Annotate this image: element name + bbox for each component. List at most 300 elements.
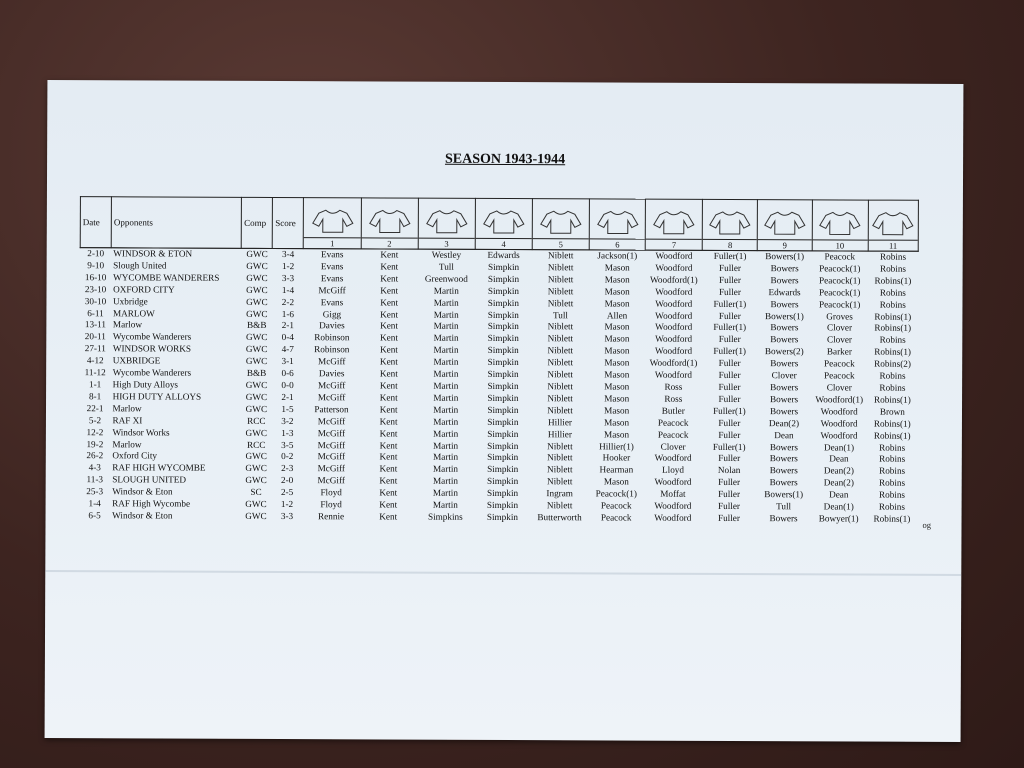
match-date: 26-2: [86, 450, 104, 461]
player-position-8: Fuller: [718, 393, 741, 404]
player-position-3: Martin: [433, 285, 459, 296]
player-position-11: Robins: [879, 477, 906, 488]
player-position-10: Peacock: [823, 370, 855, 381]
player-position-6: Mason: [604, 429, 630, 440]
player-position-6: Mason: [604, 274, 630, 285]
player-position-9: Edwards: [768, 286, 801, 298]
header-date: Date: [80, 197, 111, 248]
player-position-2: Kent: [379, 392, 398, 403]
player-position-4: Simpkin: [487, 476, 519, 487]
opponent-name: HIGH DUTY ALLOYS: [112, 391, 202, 402]
player-position-9: Bowers(2): [764, 346, 804, 357]
player-position-11: Robins: [879, 287, 906, 298]
player-position-4: Simpkin: [487, 333, 519, 344]
player-position-2: Kent: [380, 261, 399, 272]
player-position-6: Allen: [606, 309, 628, 321]
player-position-3: Martin: [433, 309, 459, 320]
player-position-6: Mason: [604, 345, 630, 356]
player-position-9: Bowers: [770, 334, 799, 345]
match-score: 3-2: [281, 415, 294, 426]
player-position-5: Niblett: [547, 285, 574, 297]
player-position-8: Fuller: [719, 262, 742, 273]
player-position-4: Simpkin: [487, 416, 519, 427]
player-position-1: Robinson: [314, 344, 350, 355]
opponent-name: High Duty Alloys: [112, 379, 179, 390]
player-position-8: Fuller(1): [713, 298, 747, 309]
position-number: 9: [758, 239, 811, 250]
player-position-4: Simpkin: [487, 273, 520, 284]
player-position-1: McGiff: [317, 427, 346, 438]
opponent-name: OXFORD CITY: [113, 284, 175, 295]
player-position-3: Martin: [432, 487, 458, 498]
player-position-11: Robins(1): [874, 394, 911, 405]
player-position-1: Evans: [320, 261, 344, 272]
header-position-4: [475, 198, 532, 249]
competition: GWC: [246, 284, 268, 295]
competition: GWC: [245, 427, 268, 438]
player-position-3: Martin: [433, 428, 459, 439]
header-score: Score: [273, 197, 304, 248]
page-title: SEASON 1943-1944: [444, 151, 566, 168]
player-position-11: Robins(2): [874, 358, 911, 369]
player-position-1: Evans: [320, 296, 344, 307]
match-date: 20-11: [84, 331, 106, 342]
shirt-icon: [818, 209, 862, 235]
player-position-6: Mason: [604, 405, 630, 416]
match-score: 3-1: [281, 356, 294, 367]
match-score: 2-3: [281, 463, 294, 474]
player-position-3: Martin: [433, 404, 459, 415]
player-position-11: Robins(1): [873, 430, 911, 441]
player-position-6: Hillier(1): [599, 440, 634, 452]
header-position-7: [645, 199, 702, 250]
player-position-3: Martin: [433, 297, 459, 308]
player-position-7: Ross: [664, 381, 683, 392]
player-position-7: Woodford: [655, 298, 693, 309]
match-score: 0-4: [281, 332, 294, 343]
player-position-3: Martin: [433, 464, 459, 475]
player-position-8: Fuller: [718, 381, 741, 393]
player-position-4: Simpkin: [486, 511, 519, 522]
player-position-3: Martin: [433, 321, 459, 332]
player-position-5: Niblett: [547, 321, 574, 332]
player-position-9: Clover: [771, 370, 797, 381]
player-position-11: Robins(1): [874, 275, 912, 286]
player-position-5: Niblett: [547, 452, 573, 463]
player-position-10: Woodford: [820, 406, 858, 417]
player-position-8: Fuller(1): [712, 441, 746, 452]
player-position-5: Niblett: [546, 500, 573, 511]
shirt-icon: [652, 209, 696, 235]
header-opponents: Opponents: [111, 197, 242, 249]
player-position-7: Woodford: [655, 322, 693, 333]
player-position-6: Hearman: [599, 464, 634, 475]
player-position-6: Mason: [604, 333, 630, 344]
player-position-4: Simpkin: [486, 488, 519, 499]
competition: GWC: [245, 510, 267, 521]
match-score: 2-5: [280, 487, 294, 498]
player-position-6: Mason: [604, 262, 630, 273]
match-score: 4-7: [281, 344, 294, 355]
player-position-1: McGiff: [317, 380, 346, 391]
player-position-10: Woodford: [820, 418, 858, 429]
header-position-11: [868, 200, 918, 251]
player-position-4: Simpkin: [487, 404, 519, 415]
match-date: 11-12: [84, 367, 106, 378]
match-date: 1-1: [88, 379, 102, 390]
player-position-6: Peacock: [600, 512, 632, 523]
player-position-7: Woodford(1): [649, 274, 698, 285]
match-score: 2-0: [281, 475, 294, 486]
player-position-7: Woodford: [654, 369, 692, 380]
player-position-11: Brown: [879, 406, 905, 417]
player-position-10: Peacock(1): [818, 298, 861, 310]
player-position-2: Kent: [379, 475, 398, 486]
player-position-8: Fuller: [717, 512, 740, 523]
player-position-10: Woodford: [820, 429, 858, 441]
player-position-9: Bowers: [770, 263, 799, 274]
shirt-icon: [708, 209, 752, 235]
header-position-1: [304, 198, 361, 249]
competition: GWC: [245, 356, 268, 367]
player-position-8: Fuller(1): [713, 322, 747, 333]
player-position-7: Butler: [661, 405, 685, 416]
competition: GWC: [245, 463, 267, 474]
player-position-1: Evans: [320, 249, 344, 260]
player-position-7: Moffat: [660, 488, 686, 499]
player-position-10: Peacock(1): [819, 263, 861, 274]
match-date: 25-3: [86, 486, 104, 497]
player-position-7: Woodford: [654, 512, 692, 523]
player-position-7: Woodford: [655, 250, 693, 261]
opponent-name: RAF High Wycombe: [112, 498, 191, 509]
player-position-7: Woodford: [655, 262, 693, 273]
match-date: 4-3: [88, 462, 101, 473]
player-position-5: Niblett: [547, 297, 574, 308]
match-score: 3-3: [281, 272, 295, 283]
player-position-9: Bowers(1): [765, 310, 804, 321]
player-position-8: Fuller: [718, 417, 741, 428]
table-header-row: [80, 197, 918, 252]
match-date: 13-11: [84, 319, 106, 330]
match-date: 4-12: [86, 355, 104, 366]
player-position-9: Bowers: [770, 382, 799, 393]
player-position-9: Bowers: [770, 394, 799, 405]
player-position-4: Edwards: [487, 249, 520, 261]
player-position-1: Floyd: [320, 499, 342, 510]
shirt-icon: [482, 208, 526, 234]
match-score: 1-6: [281, 308, 295, 319]
header-position-2: [361, 198, 418, 249]
shirt-icon: [595, 208, 639, 234]
player-position-3: Tull: [438, 261, 454, 272]
header-position-3: [418, 198, 475, 249]
competition: GWC: [245, 498, 267, 509]
player-position-8: Fuller: [718, 453, 741, 464]
player-position-8: Fuller: [718, 274, 741, 285]
competition: RCC: [247, 415, 266, 426]
match-date: 6-11: [87, 307, 104, 318]
player-position-11: Robins(1): [874, 323, 912, 334]
competition: B&B: [246, 367, 267, 379]
competition: GWC: [245, 475, 267, 486]
player-position-4: Simpkin: [486, 499, 519, 511]
match-date: 5-2: [88, 414, 102, 425]
competition: SC: [250, 487, 262, 498]
player-position-2: Kent: [379, 368, 398, 379]
match-score: 1-3: [281, 427, 294, 438]
player-position-3: Martin: [432, 499, 458, 510]
player-position-6: Mason: [604, 321, 630, 332]
player-position-4: Simpkin: [487, 392, 519, 403]
player-position-7: Woodford: [655, 345, 693, 357]
player-position-9: Bowers: [770, 298, 799, 309]
match-date: 22-1: [86, 402, 104, 414]
player-position-4: Simpkin: [487, 285, 520, 296]
player-position-10: Bowyer(1): [818, 513, 859, 524]
player-position-6: Mason: [604, 393, 630, 404]
player-position-9: Bowers: [769, 465, 798, 476]
player-position-11: Robins(1): [874, 346, 912, 358]
player-position-11: Robins: [879, 454, 906, 465]
player-position-2: Kent: [380, 332, 398, 343]
opponent-name: Windsor & Eton: [112, 510, 173, 521]
match-date: 30-10: [84, 295, 107, 306]
player-position-2: Kent: [379, 439, 398, 451]
player-position-2: Kent: [379, 451, 398, 462]
player-position-10: Peacock(1): [819, 287, 861, 298]
player-position-7: Clover: [660, 441, 686, 452]
player-position-10: Dean(2): [823, 465, 854, 476]
player-position-7: Woodford: [654, 453, 692, 464]
opponent-name: RAF XI: [112, 414, 143, 426]
player-position-5: Niblett: [547, 345, 574, 356]
player-position-10: Dean(1): [823, 441, 855, 453]
position-number: 1: [304, 237, 360, 248]
player-position-5: Ingram: [546, 488, 573, 499]
player-position-1: McGiff: [317, 451, 346, 462]
player-position-5: Hillier: [547, 416, 573, 427]
player-position-8: Fuller: [718, 369, 741, 381]
player-position-4: Simpkin: [487, 321, 519, 332]
player-position-6: Peacock: [600, 500, 632, 511]
player-position-5: Niblett: [546, 476, 573, 487]
player-position-5: Butterworth: [537, 512, 582, 523]
player-position-10: Dean(2): [823, 477, 854, 488]
shirt-icon: [763, 209, 807, 235]
player-position-1: McGiff: [317, 463, 346, 474]
player-position-6: Mason: [604, 369, 630, 380]
player-position-4: Simpkin: [487, 345, 519, 356]
player-position-8: Fuller: [718, 286, 741, 297]
opponent-name: Uxbridge: [113, 295, 148, 307]
player-position-5: Hillier: [547, 428, 572, 439]
player-position-4: Simpkin: [487, 357, 519, 368]
player-position-8: Fuller(1): [713, 405, 746, 416]
player-position-6: Mason: [604, 286, 630, 297]
header-position-6: [589, 199, 645, 250]
player-position-3: Martin: [432, 475, 459, 487]
player-position-10: Dean(1): [823, 501, 854, 512]
player-position-5: Tull: [552, 309, 568, 320]
player-position-6: Mason: [603, 476, 629, 487]
player-position-11: Robins(1): [873, 513, 911, 524]
player-position-8: Fuller: [718, 358, 741, 369]
competition: GWC: [246, 272, 268, 283]
player-position-7: Woodford: [655, 334, 693, 345]
fixtures-body: [79, 248, 918, 526]
opponent-name: SLOUGH UNITED: [112, 474, 187, 485]
player-position-2: Kent: [379, 511, 398, 522]
player-position-1: McGiff: [317, 439, 346, 450]
match-score: 2-1: [281, 320, 294, 331]
player-position-5: Niblett: [547, 369, 573, 380]
player-position-9: Bowers: [770, 322, 799, 333]
player-position-8: Fuller: [718, 429, 741, 440]
player-position-2: Kent: [380, 285, 399, 296]
paper-fold-line: [45, 570, 961, 576]
player-position-2: Kent: [380, 273, 399, 284]
player-position-3: Martin: [433, 333, 459, 344]
player-position-10: Peacock: [824, 358, 855, 369]
player-position-2: Kent: [380, 320, 398, 331]
opponent-name: Marlow: [112, 438, 142, 449]
player-position-3: Westley: [431, 249, 462, 260]
opponent-name: WYCOMBE WANDERERS: [113, 272, 220, 283]
player-position-5: Niblett: [547, 274, 574, 285]
opponent-name: Windsor & Eton: [112, 486, 173, 497]
match-score: 0-0: [281, 379, 294, 391]
player-position-7: Peacock: [657, 429, 689, 440]
table-row: [79, 510, 917, 526]
match-score: 2-2: [281, 296, 295, 307]
opponent-name: UXBRIDGE: [112, 355, 161, 366]
position-number: 2: [361, 237, 417, 248]
match-date: 9-10: [87, 260, 105, 271]
player-position-11: Robins: [879, 382, 906, 393]
player-position-10: Dean: [829, 489, 849, 500]
competition: GWC: [246, 248, 268, 259]
player-position-4: Simpkin: [487, 380, 519, 392]
player-position-11: Robins: [878, 489, 906, 500]
position-number: 11: [868, 240, 917, 251]
player-position-6: Mason: [604, 381, 630, 392]
player-position-2: Kent: [379, 344, 398, 355]
player-position-10: Barker: [826, 346, 852, 357]
opponent-name: WINDSOR & ETON: [113, 248, 193, 259]
player-position-8: Fuller(1): [713, 250, 747, 262]
player-position-9: Bowers: [770, 274, 799, 286]
player-position-5: Niblett: [547, 464, 573, 475]
player-position-8: Fuller: [718, 500, 740, 512]
position-number: 8: [703, 239, 757, 250]
match-date: 11-3: [86, 474, 104, 485]
match-date: 27-11: [84, 343, 106, 354]
match-score: 1-4: [281, 284, 295, 295]
player-position-5: Niblett: [547, 393, 573, 404]
opponent-name: WINDSOR WORKS: [112, 343, 192, 354]
player-position-5: Niblett: [547, 250, 574, 261]
position-number: 4: [476, 238, 532, 249]
own-goal-note: og: [922, 519, 932, 530]
opponent-name: Windsor Works: [112, 426, 170, 438]
header-position-10: [812, 200, 868, 251]
player-position-1: McGiff: [317, 475, 345, 486]
player-position-5: Niblett: [547, 357, 574, 368]
player-position-4: Simpkin: [487, 261, 520, 272]
player-position-3: Martin: [433, 380, 459, 391]
player-position-3: Simpkins: [427, 511, 463, 522]
header-position-8: [703, 199, 758, 250]
paper-sheet: [45, 80, 964, 742]
player-position-11: Robins: [879, 442, 906, 453]
player-position-6: Jackson(1): [597, 250, 638, 261]
player-position-9: Bowers(1): [765, 251, 805, 262]
player-position-7: Woodford: [654, 476, 692, 488]
player-position-7: Woodford: [655, 310, 693, 321]
competition: GWC: [245, 451, 267, 462]
match-date: 16-10: [84, 271, 107, 283]
player-position-4: Simpkin: [487, 464, 519, 475]
player-position-9: Tull: [776, 501, 792, 512]
player-position-3: Greenwood: [424, 273, 468, 284]
player-position-8: Fuller: [718, 310, 741, 321]
player-position-3: Martin: [433, 416, 459, 427]
player-position-3: Martin: [433, 440, 459, 451]
player-position-5: Niblett: [547, 262, 574, 273]
header-position-9: [758, 200, 812, 251]
competition: GWC: [246, 308, 268, 319]
player-position-3: Martin: [433, 368, 459, 379]
player-position-9: Bowers: [769, 453, 798, 464]
player-position-9: Bowers: [770, 358, 799, 369]
match-score: 0-2: [281, 451, 294, 462]
position-number: 7: [646, 239, 702, 250]
player-position-10: Clover: [827, 322, 853, 333]
competition: GWC: [245, 379, 268, 390]
fixtures-table: [79, 196, 919, 526]
match-score: 1-5: [281, 403, 294, 414]
player-position-10: Peacock(1): [819, 275, 861, 286]
competition: RCC: [247, 439, 266, 450]
shirt-icon: [539, 208, 583, 234]
player-position-11: Robins: [879, 334, 906, 346]
player-position-3: Martin: [433, 392, 459, 403]
match-score: 2-1: [281, 391, 294, 402]
player-position-11: Robins: [878, 501, 905, 512]
player-position-1: Gigg: [322, 308, 342, 319]
match-date: 12-2: [86, 426, 104, 437]
player-position-11: Robins: [879, 251, 907, 262]
player-position-1: Davies: [318, 368, 345, 379]
opponent-name: Marlow: [112, 403, 142, 414]
player-position-2: Kent: [379, 499, 398, 510]
player-position-8: Fuller(1): [713, 346, 747, 357]
player-position-6: Mason: [604, 417, 630, 428]
match-score: 0-6: [281, 368, 294, 379]
shirt-icon: [871, 210, 915, 236]
player-position-4: Simpkin: [487, 452, 519, 463]
match-date: 1-4: [88, 498, 101, 509]
player-position-11: Robins(1): [873, 418, 911, 429]
player-position-10: Dean: [829, 453, 849, 464]
player-position-3: Martin: [433, 344, 459, 356]
player-position-5: Niblett: [547, 440, 573, 451]
match-score: 3-5: [281, 439, 294, 450]
player-position-10: Woodford(1): [815, 394, 864, 405]
opponent-name: Slough United: [113, 260, 167, 271]
player-position-2: Kent: [379, 356, 398, 367]
